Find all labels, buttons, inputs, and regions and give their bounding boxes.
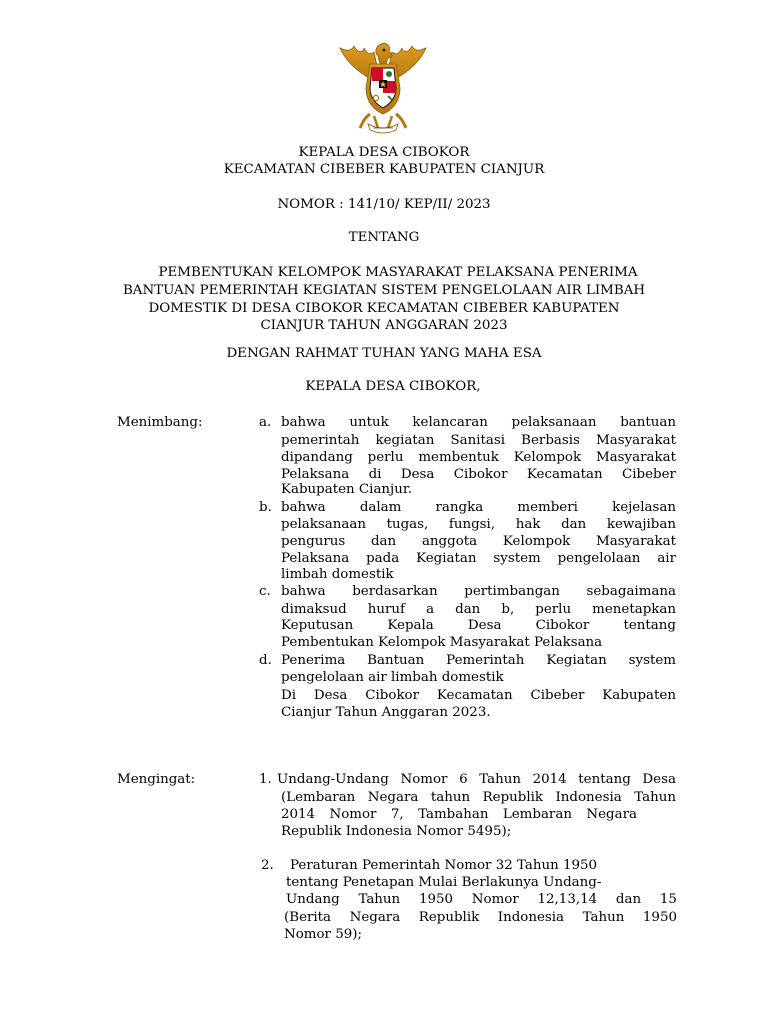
word: Penerima (281, 653, 346, 668)
word: kejelasan (612, 500, 676, 515)
word: 1950 (642, 910, 677, 925)
word: 6 (459, 772, 468, 787)
word: Kecamatan (436, 688, 513, 703)
word: pemerintah (281, 433, 360, 448)
word: Republik (418, 910, 480, 925)
menimbang-marker-d: d. (259, 653, 272, 668)
word: sebagaimana (586, 584, 676, 599)
mengingat-2-line-2: tentang Penetapan Mulai Berlakunya Undang- (286, 875, 602, 890)
subject-line-2: BANTUAN PEMERINTAH KEGIATAN SISTEM PENGELOLAAN AIR LIMBAH (122, 283, 646, 298)
word: huruf (367, 602, 406, 617)
mengingat-2-line-1: Peraturan Pemerintah Nomor 32 Tahun 1950 (290, 858, 598, 873)
word: Nomor (329, 807, 377, 822)
word: (Berita (284, 910, 332, 925)
word: pertimbangan (464, 584, 560, 599)
subject-line-4: CIANJUR TAHUN ANGGARAN 2023 (260, 318, 508, 333)
mengingat-2-line-5: Nomor 59); (284, 927, 362, 942)
word: tugas, (386, 517, 429, 532)
word: 12,13,14 (537, 892, 598, 907)
word: perlu (535, 602, 572, 617)
garuda-emblem-icon (334, 40, 432, 136)
word: Kelompok (502, 534, 571, 549)
word: bahwa (281, 415, 326, 430)
word: Pelaksana (281, 467, 350, 482)
word: kelancaran (412, 415, 488, 430)
blessing-line: DENGAN RAHMAT TUHAN YANG MAHA ESA (226, 346, 542, 361)
menimbang-marker-a: a. (259, 415, 272, 430)
word: Kepala (387, 618, 434, 633)
word: 7, (390, 807, 404, 822)
word: Nomor (471, 892, 519, 907)
word: Desa (467, 618, 502, 633)
word: Kegiatan (546, 653, 607, 668)
menimbang-d-line-2: pengelolaan air limbah domestik (281, 670, 504, 685)
menimbang-a-line-1 (281, 414, 676, 432)
mengingat-2-line-4 (284, 909, 677, 927)
word: untuk (349, 415, 389, 430)
office-title-line1: KEPALA DESA CIBOKOR (298, 145, 470, 160)
word: Tahun (479, 772, 521, 787)
word: Lembaran (502, 807, 572, 822)
subject-line-3: DOMESTIK DI DESA CIBOKOR KECAMATAN CIBEBER KABUPATEN (148, 301, 620, 316)
word: dan (615, 892, 642, 907)
word: pengurus (281, 534, 346, 549)
word: fungsi, (448, 517, 496, 532)
word: Bantuan (367, 653, 425, 668)
menimbang-b-line-3 (281, 533, 676, 551)
word: bahwa (281, 584, 326, 599)
word: system (493, 551, 541, 566)
word: pengelolaan (557, 551, 641, 566)
mengingat-marker-2: 2. (261, 858, 274, 873)
decree-number: NOMOR : 141/10/ KEP/II/ 2023 (277, 197, 491, 212)
word: membentuk (418, 450, 499, 465)
word: perlu (367, 450, 404, 465)
word: Cibokor (453, 467, 508, 482)
word: kewajiban (606, 517, 676, 532)
word: Cibokor (365, 688, 420, 703)
menimbang-c-line-1 (281, 583, 676, 601)
mengingat-marker-1: 1. (259, 772, 272, 787)
word: Pelaksana (281, 551, 350, 566)
word: Tambahan (418, 807, 489, 822)
mengingat-1-line-1 (277, 771, 676, 789)
word: Nomor (400, 772, 448, 787)
about-heading: TENTANG (348, 230, 420, 245)
word: Masyarakat (595, 450, 676, 465)
word: Republik (482, 790, 544, 805)
word: Indonesia (555, 790, 622, 805)
word: Kegiatan (416, 551, 477, 566)
word: 15 (659, 892, 677, 907)
word: Masyarakat (596, 534, 676, 549)
menimbang-marker-c: c. (259, 584, 271, 599)
word: kegiatan (375, 433, 435, 448)
word: Undang (286, 892, 340, 907)
word: dipandang (281, 450, 353, 465)
word: dalam (359, 500, 402, 515)
word: pelaksanaan (511, 415, 597, 430)
menimbang-c-line-4: Pembentukan Kelompok Masyarakat Pelaksana (281, 635, 603, 650)
word: Negara (349, 910, 401, 925)
issuer-line: KEPALA DESA CIBOKOR, (305, 379, 481, 394)
word: Desa (400, 467, 435, 482)
word: tentang (623, 618, 676, 633)
word: tentang (578, 772, 631, 787)
mengingat-1-line-4: Republik Indonesia Nomor 5495); (281, 824, 512, 839)
word: Berbasis (521, 433, 580, 448)
word: Keputusan (281, 618, 354, 633)
menimbang-marker-b: b. (259, 500, 272, 515)
word: Cibeber (622, 467, 676, 482)
menimbang-c-line-3 (281, 617, 676, 635)
menimbang-d-line-4: Cianjur Tahun Anggaran 2023. (281, 705, 491, 720)
word: system (628, 653, 676, 668)
menimbang-d-line-1 (281, 652, 676, 670)
mengingat-2-line-3 (286, 891, 677, 909)
word: (Lembaran (281, 790, 356, 805)
word: pada (366, 551, 400, 566)
word: Tahun (634, 790, 676, 805)
subject-line-1: PEMBENTUKAN KELOMPOK MASYARAKAT PELAKSANA PENERIMA (158, 265, 638, 280)
word: dan (370, 534, 397, 549)
word: pelaksanaan (281, 517, 366, 532)
word: menetapkan (592, 602, 676, 617)
word: Sanitasi (450, 433, 506, 448)
word: anggota (421, 534, 478, 549)
mengingat-1-line-3 (281, 806, 637, 824)
word: Kelompok (513, 450, 582, 465)
word: Desa (313, 688, 348, 703)
mengingat-label: Mengingat: (117, 772, 196, 787)
word: Undang-Undang (277, 772, 389, 787)
menimbang-a-line-5: Kabupaten Cianjur. (281, 482, 413, 497)
word: dimaksud (281, 602, 347, 617)
word: b, (501, 602, 515, 617)
word: Pemerintah (446, 653, 525, 668)
menimbang-a-line-2 (281, 432, 676, 450)
word: Cibokor (535, 618, 590, 633)
menimbang-d-line-3 (281, 687, 676, 705)
word: 1950 (418, 892, 454, 907)
menimbang-b-line-2 (281, 516, 676, 534)
word: a (426, 602, 435, 617)
word: 2014 (532, 772, 567, 787)
word: rangka (435, 500, 484, 515)
office-title-line2: KECAMATAN CIBEBER KABUPATEN CIANJUR (223, 162, 545, 177)
word: Tahun (358, 892, 401, 907)
word: Cibeber (530, 688, 585, 703)
word: dan (455, 602, 481, 617)
word: Negara (586, 807, 637, 822)
menimbang-b-line-1 (281, 499, 676, 517)
word: hak (515, 517, 541, 532)
menimbang-label: Menimbang: (117, 415, 203, 430)
word: Kecamatan (526, 467, 603, 482)
menimbang-b-line-5: limbah domestik (281, 567, 394, 582)
word: bantuan (620, 415, 676, 430)
word: tahun (430, 790, 471, 805)
word: Masyarakat (596, 433, 676, 448)
word: dan (561, 517, 587, 532)
word: di (368, 467, 382, 482)
word: berdasarkan (352, 584, 438, 599)
word: Negara (367, 790, 419, 805)
word: bahwa (281, 500, 326, 515)
word: 2014 (281, 807, 316, 822)
word: air (657, 551, 676, 566)
word: Indonesia (497, 910, 565, 925)
word: Desa (642, 772, 676, 787)
word: memberi (517, 500, 578, 515)
menimbang-a-line-3 (281, 449, 676, 467)
word: Di (281, 688, 297, 703)
mengingat-1-line-2 (281, 789, 676, 807)
word: Tahun (582, 910, 625, 925)
word: Kabupaten (602, 688, 676, 703)
